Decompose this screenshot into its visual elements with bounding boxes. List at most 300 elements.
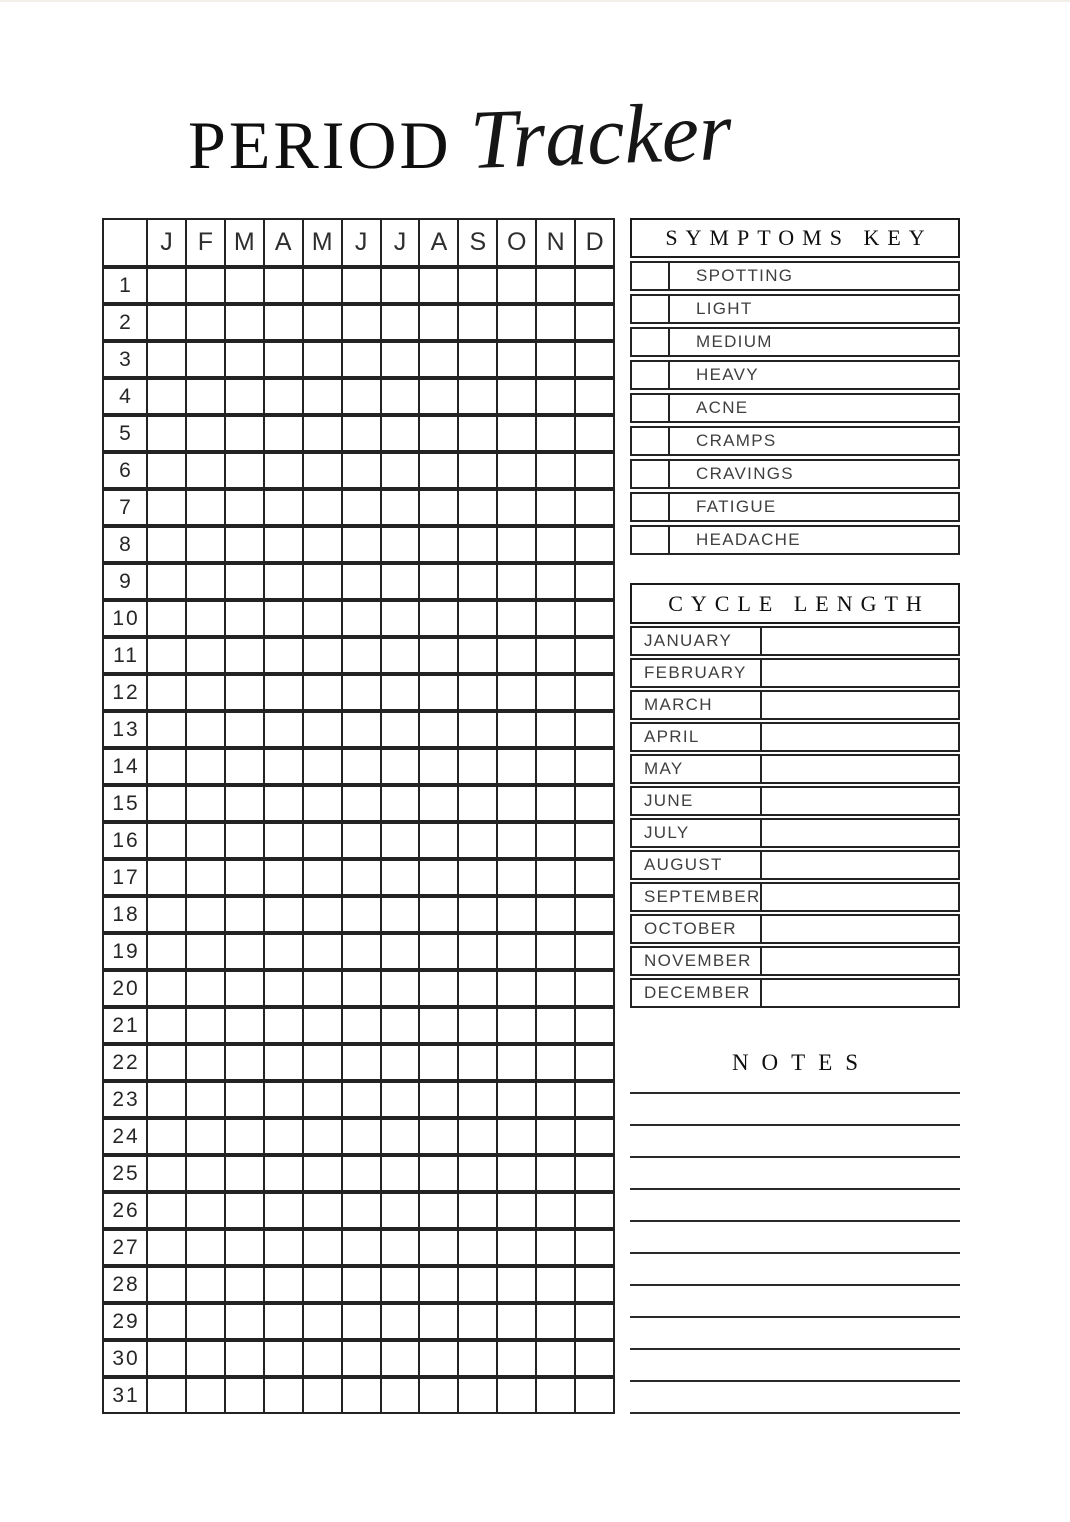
day-cell[interactable] — [265, 1194, 304, 1227]
day-cell[interactable] — [420, 898, 459, 931]
note-line[interactable] — [630, 1078, 960, 1094]
day-cell[interactable] — [343, 1157, 382, 1190]
day-cell[interactable] — [498, 491, 537, 524]
day-cell[interactable] — [459, 713, 498, 746]
day-cell[interactable] — [187, 1046, 226, 1079]
day-cell[interactable] — [304, 417, 343, 450]
day-cell[interactable] — [226, 1231, 265, 1264]
day-cell[interactable] — [537, 1046, 576, 1079]
day-cell[interactable] — [382, 602, 421, 635]
day-cell[interactable] — [576, 565, 613, 598]
cycle-length-cell[interactable] — [762, 660, 958, 686]
day-cell[interactable] — [187, 269, 226, 302]
day-cell[interactable] — [148, 1268, 187, 1301]
day-cell[interactable] — [498, 343, 537, 376]
day-cell[interactable] — [459, 1194, 498, 1227]
day-cell[interactable] — [304, 1046, 343, 1079]
day-cell[interactable] — [537, 1342, 576, 1375]
day-cell[interactable] — [576, 380, 613, 413]
symptom-color-cell[interactable] — [632, 329, 670, 355]
symptom-color-cell[interactable] — [632, 494, 670, 520]
day-cell[interactable] — [265, 1009, 304, 1042]
day-cell[interactable] — [576, 528, 613, 561]
day-cell[interactable] — [148, 417, 187, 450]
day-cell[interactable] — [343, 750, 382, 783]
day-cell[interactable] — [459, 639, 498, 672]
day-cell[interactable] — [304, 935, 343, 968]
day-cell[interactable] — [304, 565, 343, 598]
day-cell[interactable] — [576, 1305, 613, 1338]
symptom-color-cell[interactable] — [632, 296, 670, 322]
cycle-length-cell[interactable] — [762, 628, 958, 654]
day-cell[interactable] — [420, 787, 459, 820]
day-cell[interactable] — [382, 713, 421, 746]
day-cell[interactable] — [343, 602, 382, 635]
day-cell[interactable] — [537, 1305, 576, 1338]
day-cell[interactable] — [304, 1268, 343, 1301]
symptom-color-cell[interactable] — [632, 362, 670, 388]
day-cell[interactable] — [459, 454, 498, 487]
day-cell[interactable] — [343, 380, 382, 413]
day-cell[interactable] — [537, 1231, 576, 1264]
day-cell[interactable] — [343, 1046, 382, 1079]
day-cell[interactable] — [498, 639, 537, 672]
day-cell[interactable] — [420, 1194, 459, 1227]
day-cell[interactable] — [420, 1157, 459, 1190]
day-cell[interactable] — [537, 676, 576, 709]
day-cell[interactable] — [382, 306, 421, 339]
day-cell[interactable] — [459, 1231, 498, 1264]
day-cell[interactable] — [420, 269, 459, 302]
cycle-length-cell[interactable] — [762, 916, 958, 942]
day-cell[interactable] — [343, 713, 382, 746]
day-cell[interactable] — [537, 1009, 576, 1042]
day-cell[interactable] — [226, 824, 265, 857]
day-cell[interactable] — [304, 528, 343, 561]
cycle-length-cell[interactable] — [762, 980, 958, 1006]
day-cell[interactable] — [148, 787, 187, 820]
day-cell[interactable] — [420, 1009, 459, 1042]
day-cell[interactable] — [382, 676, 421, 709]
day-cell[interactable] — [148, 750, 187, 783]
note-line[interactable] — [630, 1318, 960, 1350]
day-cell[interactable] — [498, 824, 537, 857]
day-cell[interactable] — [148, 1379, 187, 1412]
day-cell[interactable] — [498, 1083, 537, 1116]
day-cell[interactable] — [148, 972, 187, 1005]
day-cell[interactable] — [537, 602, 576, 635]
day-cell[interactable] — [226, 787, 265, 820]
day-cell[interactable] — [498, 1194, 537, 1227]
day-cell[interactable] — [498, 1120, 537, 1153]
day-cell[interactable] — [537, 528, 576, 561]
cycle-length-cell[interactable] — [762, 756, 958, 782]
day-cell[interactable] — [265, 713, 304, 746]
day-cell[interactable] — [226, 602, 265, 635]
day-cell[interactable] — [498, 269, 537, 302]
day-cell[interactable] — [382, 1009, 421, 1042]
day-cell[interactable] — [498, 306, 537, 339]
day-cell[interactable] — [187, 898, 226, 931]
day-cell[interactable] — [420, 1268, 459, 1301]
day-cell[interactable] — [382, 380, 421, 413]
day-cell[interactable] — [382, 1379, 421, 1412]
day-cell[interactable] — [498, 1268, 537, 1301]
day-cell[interactable] — [304, 454, 343, 487]
day-cell[interactable] — [343, 1083, 382, 1116]
day-cell[interactable] — [265, 1268, 304, 1301]
day-cell[interactable] — [537, 565, 576, 598]
day-cell[interactable] — [537, 1379, 576, 1412]
day-cell[interactable] — [304, 861, 343, 894]
day-cell[interactable] — [576, 972, 613, 1005]
day-cell[interactable] — [459, 269, 498, 302]
day-cell[interactable] — [498, 417, 537, 450]
day-cell[interactable] — [304, 676, 343, 709]
day-cell[interactable] — [382, 1231, 421, 1264]
day-cell[interactable] — [537, 380, 576, 413]
day-cell[interactable] — [148, 306, 187, 339]
day-cell[interactable] — [343, 1379, 382, 1412]
day-cell[interactable] — [498, 602, 537, 635]
day-cell[interactable] — [537, 1157, 576, 1190]
day-cell[interactable] — [226, 1009, 265, 1042]
day-cell[interactable] — [187, 528, 226, 561]
day-cell[interactable] — [420, 602, 459, 635]
day-cell[interactable] — [226, 380, 265, 413]
day-cell[interactable] — [382, 528, 421, 561]
day-cell[interactable] — [187, 343, 226, 376]
day-cell[interactable] — [498, 1342, 537, 1375]
symptom-color-cell[interactable] — [632, 395, 670, 421]
day-cell[interactable] — [265, 787, 304, 820]
note-line[interactable] — [630, 1222, 960, 1254]
day-cell[interactable] — [226, 861, 265, 894]
day-cell[interactable] — [265, 935, 304, 968]
day-cell[interactable] — [148, 1305, 187, 1338]
day-cell[interactable] — [265, 861, 304, 894]
day-cell[interactable] — [420, 713, 459, 746]
day-cell[interactable] — [187, 417, 226, 450]
day-cell[interactable] — [148, 1194, 187, 1227]
day-cell[interactable] — [420, 1379, 459, 1412]
day-cell[interactable] — [420, 1305, 459, 1338]
day-cell[interactable] — [148, 1120, 187, 1153]
day-cell[interactable] — [576, 713, 613, 746]
day-cell[interactable] — [343, 787, 382, 820]
day-cell[interactable] — [265, 565, 304, 598]
day-cell[interactable] — [420, 1046, 459, 1079]
day-cell[interactable] — [537, 454, 576, 487]
day-cell[interactable] — [343, 972, 382, 1005]
cycle-length-cell[interactable] — [762, 884, 958, 910]
day-cell[interactable] — [420, 380, 459, 413]
day-cell[interactable] — [420, 972, 459, 1005]
day-cell[interactable] — [576, 1231, 613, 1264]
day-cell[interactable] — [304, 639, 343, 672]
day-cell[interactable] — [537, 1120, 576, 1153]
day-cell[interactable] — [148, 565, 187, 598]
day-cell[interactable] — [576, 1194, 613, 1227]
day-cell[interactable] — [420, 491, 459, 524]
day-cell[interactable] — [148, 898, 187, 931]
day-cell[interactable] — [382, 1305, 421, 1338]
day-cell[interactable] — [382, 787, 421, 820]
day-cell[interactable] — [148, 1009, 187, 1042]
day-cell[interactable] — [304, 1379, 343, 1412]
day-cell[interactable] — [459, 750, 498, 783]
day-cell[interactable] — [537, 1083, 576, 1116]
day-cell[interactable] — [576, 1342, 613, 1375]
day-cell[interactable] — [537, 639, 576, 672]
day-cell[interactable] — [148, 935, 187, 968]
cycle-length-cell[interactable] — [762, 692, 958, 718]
day-cell[interactable] — [265, 824, 304, 857]
day-cell[interactable] — [498, 528, 537, 561]
day-cell[interactable] — [187, 602, 226, 635]
note-line[interactable] — [630, 1158, 960, 1190]
symptom-color-cell[interactable] — [632, 263, 670, 289]
day-cell[interactable] — [226, 750, 265, 783]
day-cell[interactable] — [226, 1120, 265, 1153]
day-cell[interactable] — [265, 1046, 304, 1079]
day-cell[interactable] — [459, 824, 498, 857]
day-cell[interactable] — [148, 1083, 187, 1116]
cycle-length-cell[interactable] — [762, 820, 958, 846]
day-cell[interactable] — [498, 861, 537, 894]
day-cell[interactable] — [265, 1083, 304, 1116]
day-cell[interactable] — [459, 898, 498, 931]
day-cell[interactable] — [265, 1342, 304, 1375]
day-cell[interactable] — [382, 861, 421, 894]
day-cell[interactable] — [459, 417, 498, 450]
day-cell[interactable] — [498, 454, 537, 487]
cycle-length-cell[interactable] — [762, 724, 958, 750]
day-cell[interactable] — [187, 1157, 226, 1190]
day-cell[interactable] — [148, 343, 187, 376]
day-cell[interactable] — [498, 713, 537, 746]
note-line[interactable] — [630, 1286, 960, 1318]
day-cell[interactable] — [498, 750, 537, 783]
day-cell[interactable] — [304, 1305, 343, 1338]
day-cell[interactable] — [148, 380, 187, 413]
day-cell[interactable] — [187, 639, 226, 672]
day-cell[interactable] — [226, 1157, 265, 1190]
day-cell[interactable] — [382, 1342, 421, 1375]
day-cell[interactable] — [265, 1305, 304, 1338]
day-cell[interactable] — [226, 1046, 265, 1079]
day-cell[interactable] — [226, 491, 265, 524]
day-cell[interactable] — [420, 454, 459, 487]
day-cell[interactable] — [187, 972, 226, 1005]
day-cell[interactable] — [226, 972, 265, 1005]
day-cell[interactable] — [382, 1194, 421, 1227]
day-cell[interactable] — [343, 1268, 382, 1301]
day-cell[interactable] — [343, 306, 382, 339]
day-cell[interactable] — [420, 417, 459, 450]
day-cell[interactable] — [576, 491, 613, 524]
day-cell[interactable] — [459, 380, 498, 413]
day-cell[interactable] — [576, 343, 613, 376]
day-cell[interactable] — [265, 750, 304, 783]
day-cell[interactable] — [498, 1046, 537, 1079]
day-cell[interactable] — [343, 1194, 382, 1227]
day-cell[interactable] — [459, 1009, 498, 1042]
day-cell[interactable] — [576, 454, 613, 487]
day-cell[interactable] — [226, 676, 265, 709]
cycle-length-cell[interactable] — [762, 788, 958, 814]
day-cell[interactable] — [265, 972, 304, 1005]
day-cell[interactable] — [382, 750, 421, 783]
day-cell[interactable] — [576, 417, 613, 450]
day-cell[interactable] — [343, 898, 382, 931]
day-cell[interactable] — [265, 602, 304, 635]
note-line[interactable] — [630, 1094, 960, 1126]
day-cell[interactable] — [304, 269, 343, 302]
day-cell[interactable] — [537, 1194, 576, 1227]
day-cell[interactable] — [420, 861, 459, 894]
day-cell[interactable] — [304, 602, 343, 635]
day-cell[interactable] — [576, 824, 613, 857]
day-cell[interactable] — [382, 454, 421, 487]
day-cell[interactable] — [226, 1342, 265, 1375]
symptom-color-cell[interactable] — [632, 527, 670, 553]
day-cell[interactable] — [226, 898, 265, 931]
day-cell[interactable] — [498, 1305, 537, 1338]
day-cell[interactable] — [148, 1157, 187, 1190]
day-cell[interactable] — [226, 713, 265, 746]
day-cell[interactable] — [459, 1379, 498, 1412]
day-cell[interactable] — [304, 898, 343, 931]
day-cell[interactable] — [343, 528, 382, 561]
day-cell[interactable] — [382, 824, 421, 857]
day-cell[interactable] — [343, 639, 382, 672]
day-cell[interactable] — [459, 343, 498, 376]
day-cell[interactable] — [576, 898, 613, 931]
day-cell[interactable] — [498, 972, 537, 1005]
day-cell[interactable] — [226, 1194, 265, 1227]
day-cell[interactable] — [498, 1157, 537, 1190]
day-cell[interactable] — [498, 565, 537, 598]
day-cell[interactable] — [537, 343, 576, 376]
day-cell[interactable] — [576, 1157, 613, 1190]
day-cell[interactable] — [420, 565, 459, 598]
day-cell[interactable] — [343, 343, 382, 376]
day-cell[interactable] — [265, 1157, 304, 1190]
day-cell[interactable] — [304, 343, 343, 376]
day-cell[interactable] — [343, 1305, 382, 1338]
day-cell[interactable] — [343, 824, 382, 857]
day-cell[interactable] — [498, 1231, 537, 1264]
day-cell[interactable] — [304, 1083, 343, 1116]
day-cell[interactable] — [343, 1120, 382, 1153]
day-cell[interactable] — [265, 1231, 304, 1264]
symptom-color-cell[interactable] — [632, 428, 670, 454]
day-cell[interactable] — [382, 1120, 421, 1153]
day-cell[interactable] — [343, 676, 382, 709]
day-cell[interactable] — [226, 454, 265, 487]
day-cell[interactable] — [187, 935, 226, 968]
day-cell[interactable] — [576, 935, 613, 968]
day-cell[interactable] — [304, 380, 343, 413]
day-cell[interactable] — [420, 343, 459, 376]
day-cell[interactable] — [459, 676, 498, 709]
day-cell[interactable] — [537, 1268, 576, 1301]
day-cell[interactable] — [265, 1379, 304, 1412]
day-cell[interactable] — [382, 935, 421, 968]
day-cell[interactable] — [459, 1046, 498, 1079]
cycle-length-cell[interactable] — [762, 852, 958, 878]
day-cell[interactable] — [459, 491, 498, 524]
day-cell[interactable] — [537, 972, 576, 1005]
day-cell[interactable] — [459, 935, 498, 968]
day-cell[interactable] — [382, 1157, 421, 1190]
day-cell[interactable] — [226, 306, 265, 339]
day-cell[interactable] — [537, 417, 576, 450]
day-cell[interactable] — [420, 1342, 459, 1375]
day-cell[interactable] — [265, 343, 304, 376]
day-cell[interactable] — [498, 898, 537, 931]
day-cell[interactable] — [304, 750, 343, 783]
day-cell[interactable] — [459, 1268, 498, 1301]
day-cell[interactable] — [459, 1083, 498, 1116]
day-cell[interactable] — [304, 1194, 343, 1227]
day-cell[interactable] — [459, 1342, 498, 1375]
day-cell[interactable] — [576, 750, 613, 783]
day-cell[interactable] — [420, 306, 459, 339]
day-cell[interactable] — [498, 676, 537, 709]
day-cell[interactable] — [537, 306, 576, 339]
day-cell[interactable] — [187, 1194, 226, 1227]
day-cell[interactable] — [265, 528, 304, 561]
day-cell[interactable] — [382, 1046, 421, 1079]
day-cell[interactable] — [148, 1046, 187, 1079]
day-cell[interactable] — [343, 1231, 382, 1264]
day-cell[interactable] — [187, 1342, 226, 1375]
day-cell[interactable] — [304, 491, 343, 524]
day-cell[interactable] — [187, 787, 226, 820]
day-cell[interactable] — [187, 824, 226, 857]
day-cell[interactable] — [420, 824, 459, 857]
day-cell[interactable] — [537, 491, 576, 524]
day-cell[interactable] — [265, 269, 304, 302]
day-cell[interactable] — [148, 861, 187, 894]
day-cell[interactable] — [304, 1009, 343, 1042]
day-cell[interactable] — [226, 935, 265, 968]
day-cell[interactable] — [187, 750, 226, 783]
day-cell[interactable] — [265, 1120, 304, 1153]
day-cell[interactable] — [459, 1120, 498, 1153]
day-cell[interactable] — [459, 565, 498, 598]
day-cell[interactable] — [343, 1342, 382, 1375]
day-cell[interactable] — [576, 602, 613, 635]
day-cell[interactable] — [265, 491, 304, 524]
day-cell[interactable] — [459, 972, 498, 1005]
day-cell[interactable] — [226, 1083, 265, 1116]
day-cell[interactable] — [459, 306, 498, 339]
day-cell[interactable] — [420, 639, 459, 672]
day-cell[interactable] — [537, 898, 576, 931]
day-cell[interactable] — [226, 343, 265, 376]
day-cell[interactable] — [576, 861, 613, 894]
day-cell[interactable] — [187, 861, 226, 894]
day-cell[interactable] — [420, 935, 459, 968]
day-cell[interactable] — [382, 972, 421, 1005]
day-cell[interactable] — [148, 824, 187, 857]
note-line[interactable] — [630, 1350, 960, 1382]
day-cell[interactable] — [498, 380, 537, 413]
day-cell[interactable] — [187, 380, 226, 413]
